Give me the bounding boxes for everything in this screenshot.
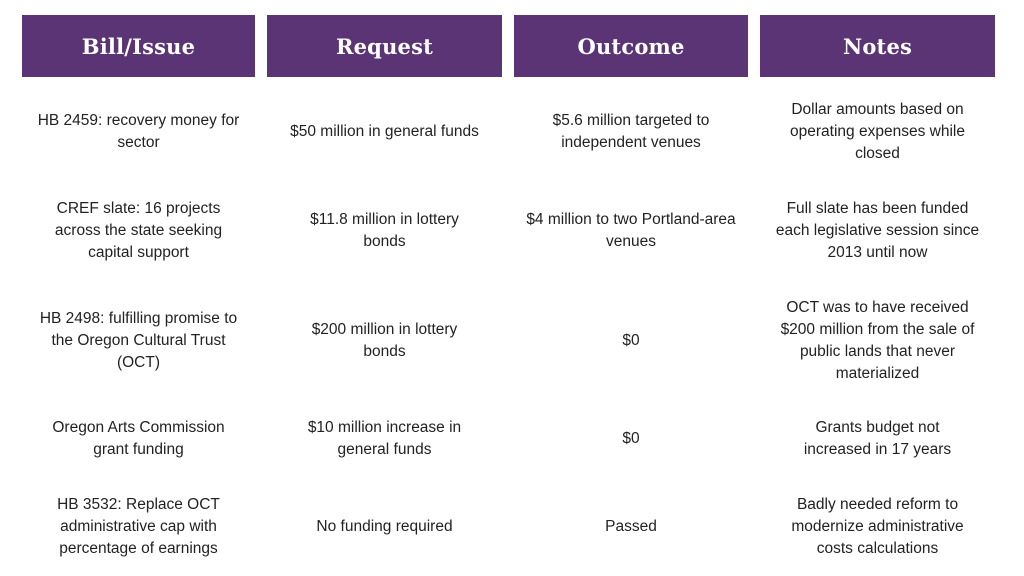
row-2-outcome: $4 million to two Portland-area venues <box>526 211 736 250</box>
header-outcome: Outcome <box>514 15 748 77</box>
row-3-bill: HB 2498: fulfilling promise to the Oregon Cultural Trust (OCT) <box>39 309 238 371</box>
header-request: Request <box>267 15 502 77</box>
row-4-request: $10 million increase in general funds <box>307 419 462 458</box>
row-4-notes: Grants budget not increased in 17 years <box>803 419 952 458</box>
row-5-outcome: Passed <box>605 518 657 535</box>
row-2-notes: Full slate has been funded each legislative session since 2013 until now <box>775 200 980 261</box>
row-4-bill: Oregon Arts Commission grant funding <box>52 419 225 458</box>
row-1-request: $50 million in general funds <box>290 123 479 140</box>
row-5-bill: HB 3532: Replace OCT administrative cap with percentage of earnings <box>57 496 220 557</box>
row-2-bill: CREF slate: 16 projects across the state seeking capital support <box>54 200 223 261</box>
row-4-outcome: $0 <box>622 430 640 447</box>
row-1-outcome: $5.6 million targeted to independent venues <box>552 112 710 151</box>
row-3-request: $200 million in lottery bonds <box>311 320 458 360</box>
row-1-bill: HB 2459: recovery money for sector <box>37 112 240 151</box>
row-3-outcome: $0 <box>622 331 640 349</box>
header-bill-issue: Bill/Issue <box>22 15 255 77</box>
row-5-notes: Badly needed reform to modernize administrative costs calculations <box>791 496 964 557</box>
header-notes: Notes <box>760 15 995 77</box>
row-2-request: $11.8 million in lottery bonds <box>310 211 459 250</box>
row-1-notes: Dollar amounts based on operating expenses while closed <box>790 101 965 162</box>
row-5-request: No funding required <box>316 518 453 535</box>
row-3-notes: OCT was to have received $200 million from the sale of public lands that never materialized <box>780 298 975 382</box>
